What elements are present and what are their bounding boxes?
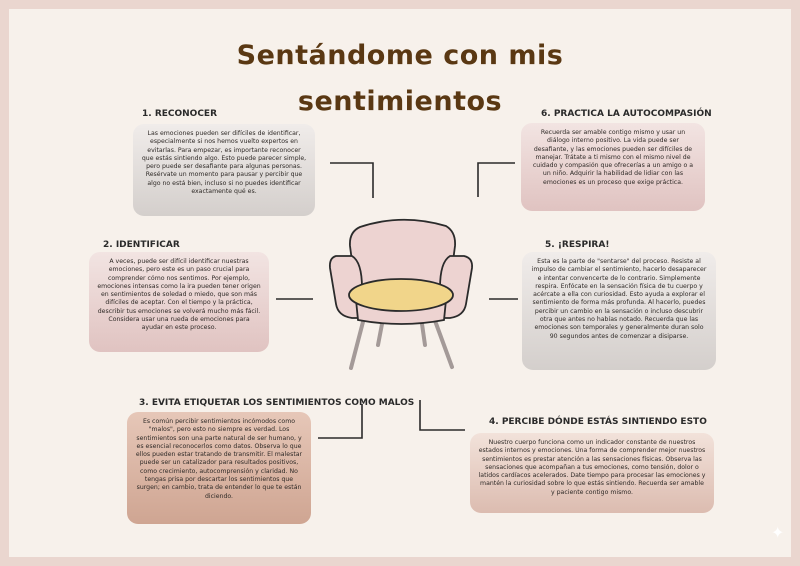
sparkle-icon: ✦ (771, 523, 785, 542)
section-heading-respira: 5. ¡RESPIRA! (545, 240, 610, 250)
section-heading-autocompasion: 6. PRACTICA LA AUTOCOMPASIÓN (541, 109, 712, 119)
section-text-autocompasion: Recuerda ser amable contigo mismo y usar un diálogo interno positivo. La vida puede ser desafiante, y las emociones pueden ser difíciles de manejar. Trátate a ti mismo con el mismo nivel de cuidado y compasión que ofrecerías a un amigo o a un niño. Adquirir la habilidad de lidiar con las emociones es un proceso que exige práctica. (532, 129, 694, 186)
armchair-icon (330, 220, 472, 368)
section-card-evita-etiquetar (127, 412, 311, 524)
page-title-line1: Sentándome con mis (236, 40, 564, 71)
connector-line-1 (330, 163, 373, 198)
connector-line-4 (420, 400, 465, 430)
section-heading-percibe: 4. PERCIBE DÓNDE ESTÁS SINTIENDO ESTO (489, 417, 707, 427)
section-heading-identificar: 2. IDENTIFICAR (103, 240, 180, 250)
connector-line-6 (478, 163, 515, 197)
section-heading-evita-etiquetar: 3. EVITA ETIQUETAR LOS SENTIMIENTOS COMO MALOS (139, 398, 415, 408)
connector-line-3 (318, 404, 362, 438)
section-text-reconocer: Las emociones pueden ser difíciles de identificar, especialmente si nos hemos vuelto expertos en evitarlas. Para empezar, es importante reconocer que estás sintiendo algo. Esto puede parecer simple, pero puede ser desafiante para algunas personas. Resérvate un momento para pausar y percibir que algo no está bien, incluso si no puedes identificar exactamente qué es. (141, 130, 307, 196)
section-text-respira: Esta es la parte de "sentarse" del proceso. Resiste al impulso de cambiar el sentimiento, hacerlo desaparecer e intentar convencerte de lo contrario. Simplemente respira. Enfócate en la sensación física de tu cuerpo y acércate a ella con curiosidad. Esto ayuda a explorar el sentimiento de forma más profunda. Al hacerlo, puedes percibir un cambio en la sensación o incluso descubrir otra que antes no habías notado. Recuerda que las emociones son temporales y generalmente duran solo 90 segundos antes de comenzar a disiparse. (531, 258, 707, 340)
section-card-reconocer (133, 124, 315, 216)
page-title-line2: sentimientos (297, 86, 503, 117)
section-heading-reconocer: 1. RECONOCER (142, 109, 218, 119)
section-text-percibe: Nuestro cuerpo funciona como un indicador constante de nuestros estados internos y emociones. Una forma de comprender mejor nuestros sentimientos es prestar atención a las sensaciones físicas. Observa las sensaciones que acompañan a tus emociones, como tensión, dolor o latidos cardíacos acelerados. Date tiempo para procesar las emociones y mantén la curiosidad sobre lo que estás sintiendo. Recuerda ser amable y paciente contigo mismo. (478, 439, 706, 496)
section-card-identificar (89, 252, 269, 352)
section-card-autocompasion (521, 123, 705, 211)
section-card-percibe (470, 433, 714, 513)
section-card-respira (522, 252, 716, 370)
section-text-identificar: A veces, puede ser difícil identificar nuestras emociones, pero este es un paso crucial para comprender cómo nos sentimos. Por ejemplo, emociones intensas como la ira pueden tener origen en sentimientos de soledad o miedo, que son más difíciles de aceptar. Con el tiempo y la práctica, describir tus emociones se volverá mucho más fácil. Considera usar una rueda de emociones para ayudar en este proceso. (97, 258, 261, 332)
section-text-evita-etiquetar: Es común percibir sentimientos incómodos como "malos", pero esto no siempre es verdad. Los sentimientos son una parte natural de ser humano, y es esencial reconocerlos como datos. Observa lo que ellos pueden estar tratando de transmitir. El malestar puede ser un catalizador para resultados positivos, como crecimiento, autocomprensión y claridad. No tengas prisa por descartar los sentimientos que surgen; en cambio, trata de entender lo que te están diciendo. (135, 418, 303, 500)
